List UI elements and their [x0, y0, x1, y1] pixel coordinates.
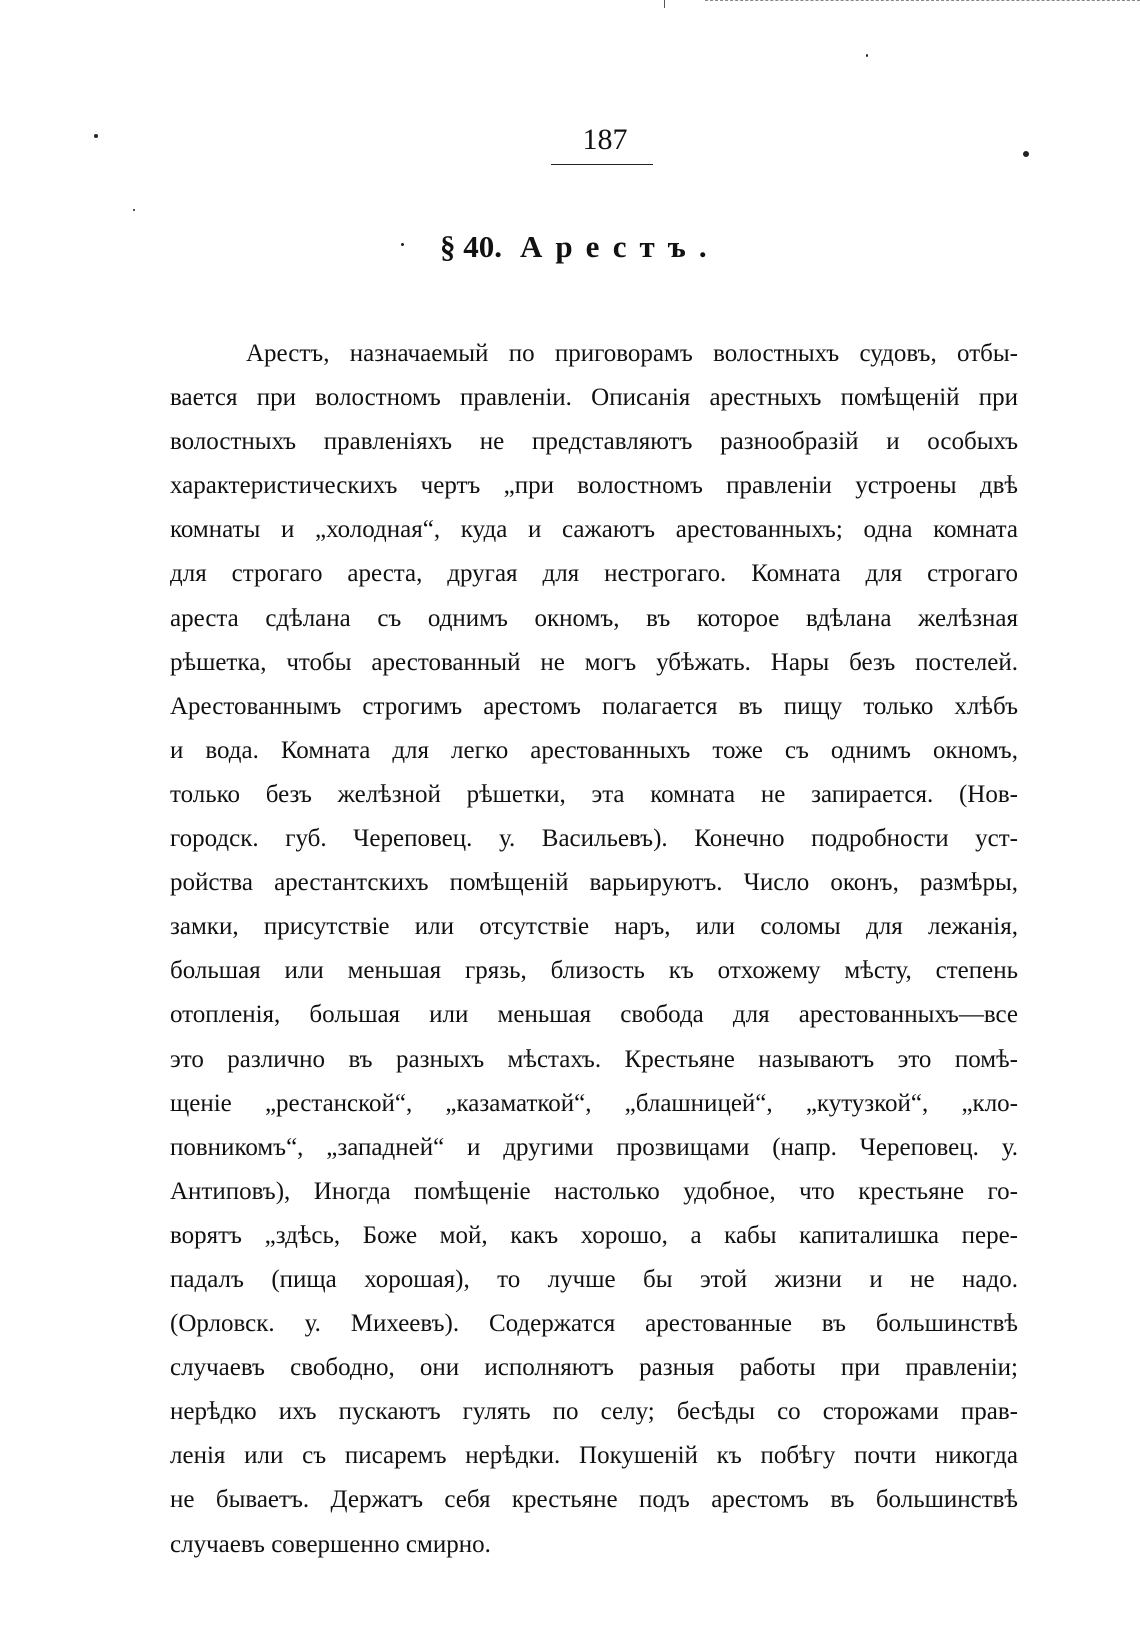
scan-speck [866, 54, 868, 57]
text-line: рѣшетка, чтобы арестованный не могъ убѣжать. Нары безъ постелей. [170, 648, 1018, 676]
text-line: падалъ (пища хорошая), то лучше бы этой жизни и не надо. [170, 1265, 1018, 1293]
text-line: ворятъ „здѣсь, Боже мой, какъ хорошо, а кабы капиталишка пере- [170, 1221, 1018, 1249]
text-line: городск. губ. Череповец. у. Васильевъ). Конечно подробности уст- [170, 825, 1018, 853]
text-line: большая или меньшая грязь, близость къ отхожему мѣсту, степень [170, 957, 1018, 985]
scan-edge-mark [664, 0, 665, 8]
text-line: ареста сдѣлана съ однимъ окномъ, въ которое вдѣлана желѣзная [170, 604, 1018, 632]
scan-top-rule [705, 0, 1140, 5]
text-line: вается при волостномъ правленіи. Описанія арестныхъ помѣщеній при [170, 384, 1018, 412]
text-line: нерѣдко ихъ пускаютъ гулять по селу; бесѣды со сторожами прав- [170, 1398, 1018, 1426]
text-line: Антиповъ), Иногда помѣщеніе настолько удобное, что крестьяне го- [170, 1177, 1018, 1205]
section-number: § 40. [440, 229, 502, 264]
text-line: волостныхъ правленіяхъ не представляютъ разнообразій и особыхъ [170, 428, 1018, 456]
text-line: комнаты и „холодная“, куда и сажаютъ арестованныхъ; одна комната [170, 516, 1018, 544]
text-line: не бываетъ. Держатъ себя крестьяне подъ арестомъ въ большинствѣ [170, 1486, 1018, 1514]
scan-speck [133, 209, 135, 211]
section-heading [440, 227, 780, 267]
text-line: ройства арестантскихъ помѣщеній варьируютъ. Число оконъ, размѣры, [170, 869, 1018, 897]
text-line: это различно въ разныхъ мѣстахъ. Крестьяне называютъ это помѣ- [170, 1045, 1018, 1073]
text-line: повникомъ“, „западней“ и другими прозвищами (напр. Череповец. у. [170, 1133, 1018, 1161]
page-number-underline [551, 164, 653, 165]
scan-speck [94, 134, 98, 138]
text-line: ленія или съ писаремъ нерѣдки. Покушеній къ побѣгу почти никогда [170, 1442, 1018, 1470]
section-title: Арестъ. [520, 229, 720, 264]
text-line: для строгаго ареста, другая для нестрогаго. Комната для строгаго [170, 560, 1018, 588]
text-line: щеніе „рестанской“, „казаматкой“, „блашницей“, „кутузкой“, „кло- [170, 1089, 1018, 1117]
text-line: только безъ желѣзной рѣшетки, эта комната не запирается. (Нов- [170, 780, 1018, 808]
scan-speck [1023, 151, 1029, 157]
text-line: и вода. Комната для легко арестованныхъ тоже съ однимъ окномъ, [170, 736, 1018, 764]
text-line: (Орловск. у. Михеевъ). Содержатся арестованные въ большинствѣ [170, 1310, 1018, 1338]
text-line: случаевъ свободно, они исполняютъ разныя работы при правленіи; [170, 1354, 1018, 1382]
scan-speck [401, 243, 404, 246]
text-line: Арестованнымъ строгимъ арестомъ полагается въ пищу только хлѣбъ [170, 692, 1018, 720]
text-line: Арестъ, назначаемый по приговорамъ волостныхъ судовъ, отбы- [246, 340, 1018, 367]
page-number: 187 [582, 123, 628, 156]
body-paragraph [170, 332, 1018, 1567]
text-line: случаевъ совершенно смирно. [170, 1530, 491, 1558]
text-line: замки, присутствіе или отсутствіе наръ, или соломы для лежанія, [170, 913, 1018, 941]
text-line: характеристическихъ чертъ „при волостномъ правленіи устроены двѣ [170, 472, 1018, 500]
text-line: отопленія, большая или меньшая свобода для арестованныхъ—все [170, 1001, 1018, 1029]
